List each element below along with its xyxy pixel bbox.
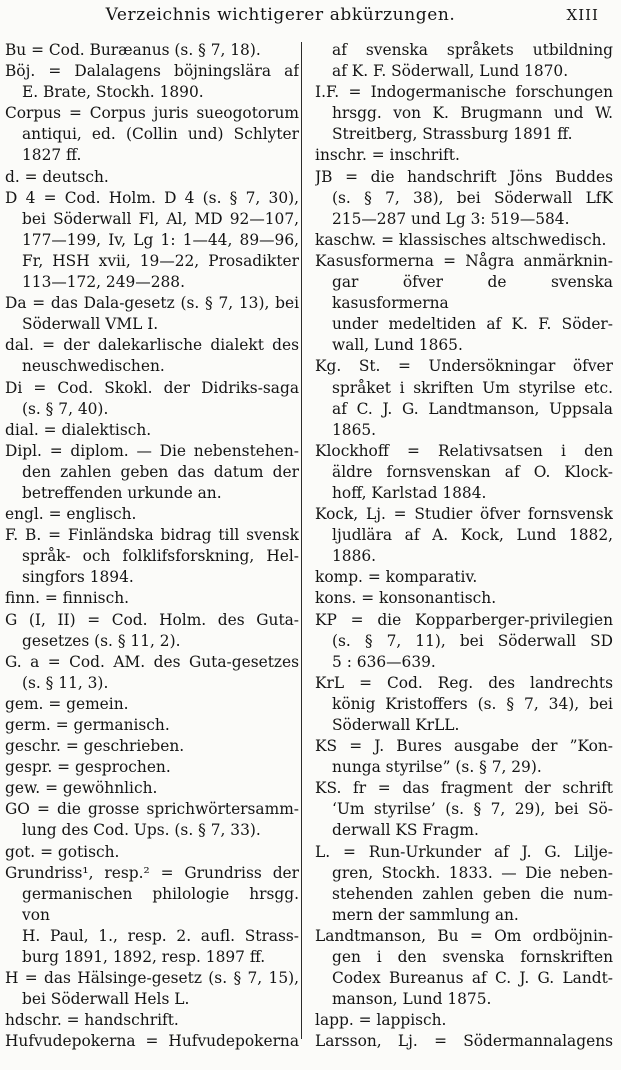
entry-line: hdschr. = handschrift. <box>5 1011 179 1030</box>
entry-line: gespr. = gesprochen. <box>5 758 171 777</box>
entry-line: germanischen philologie hrsgg. von <box>22 884 300 924</box>
abbreviation-entry <box>5 40 299 61</box>
entry-line: KS. fr = das fragment der schrift <box>315 779 613 798</box>
entry-line: gem. = gemein. <box>5 694 129 713</box>
entry-line: språk- och folklifsforskning, Hel- <box>22 547 300 566</box>
entry-line: betreffenden urkunde an. <box>22 483 222 502</box>
entry-line: wall, Lund 1865. <box>332 336 463 355</box>
abbreviation-entry <box>315 673 613 736</box>
entry-line: neuschwedischen. <box>22 357 165 376</box>
entry-line: got. = gotisch. <box>5 842 120 861</box>
abbreviation-entry <box>5 757 299 778</box>
entry-line: bei Söderwall Hels L. <box>22 990 190 1009</box>
entry-line: geschr. = geschrieben. <box>5 737 185 756</box>
entry-line: Hufvudepokerna = Hufvudepokerna <box>5 1032 300 1051</box>
abbreviation-entry <box>315 145 613 166</box>
abbreviation-entry <box>315 736 613 778</box>
abbreviation-entry <box>5 715 299 736</box>
entry-line: gar öfver de svenska kasusformerna <box>332 273 613 313</box>
entry-line: lung des Cod. Ups. (s. § 7, 33). <box>22 821 261 840</box>
abbreviation-entry <box>5 799 299 841</box>
entry-line: singfors 1894. <box>22 568 134 587</box>
abbreviation-entry <box>5 694 299 715</box>
abbreviation-entry <box>5 778 299 799</box>
abbreviation-entry <box>5 504 299 525</box>
entry-line: dial. = dialektisch. <box>5 420 152 439</box>
entry-line: Di = Cod. Skokl. der Didriks-saga <box>5 378 300 397</box>
entry-line: mern der sammlung an. <box>332 905 519 924</box>
entry-line: Dipl. = diplom. — Die nebenstehen- <box>5 441 300 460</box>
column-right <box>302 40 613 1053</box>
entry-line: G (I, II) = Cod. Holm. des Guta- <box>5 610 300 629</box>
entry-line: F. B. = Finländska bidrag till svensk <box>5 526 300 545</box>
entry-line: Corpus = Corpus juris sueogotorum <box>5 104 300 123</box>
entry-line: Da = das Dala-gesetz (s. § 7, 13), bei <box>5 294 300 313</box>
entry-line: Söderwall KrLL. <box>332 716 460 734</box>
entry-line: Grundriss¹, resp.² = Grundriss der <box>5 863 300 882</box>
abbreviation-entry <box>5 441 299 504</box>
entry-line: d. = deutsch. <box>5 167 109 186</box>
abbreviation-entry <box>5 968 299 1010</box>
entry-line: L. = Run-Urkunder af J. G. Lilje- <box>315 842 613 861</box>
running-head <box>0 5 621 31</box>
entry-line: E. Brate, Stockh. 1890. <box>22 83 204 102</box>
page-title: Verzeichnis wichtigerer abkürzungen. <box>105 5 456 25</box>
entry-line: KP = die Kopparberger-privilegien <box>315 610 613 629</box>
entry-line: 1886. <box>332 547 377 566</box>
entry-line: äldre fornsvenskan af O. Klock- <box>332 462 613 481</box>
entry-line: gren, Stockh. 1833. — Die neben- <box>332 863 613 882</box>
entry-line: lapp. = lappisch. <box>315 1011 447 1030</box>
entry-line: 1865. <box>332 420 377 439</box>
abbreviation-entry <box>315 356 613 440</box>
entry-line: kons. = konsonantisch. <box>315 589 497 608</box>
page-number: XIII <box>566 6 599 24</box>
entry-line: germ. = germanisch. <box>5 716 170 734</box>
abbreviation-entry <box>5 736 299 757</box>
entry-line: inschr. = inschrift. <box>315 146 460 165</box>
abbreviation-entry <box>5 610 299 652</box>
entry-line: Landtmanson, Bu = Om ordböjnin- <box>315 926 613 945</box>
entry-line: 215—287 und Lg 3: 519—584. <box>332 209 570 228</box>
entry-line: af C. J. G. Landtmanson, Uppsala <box>332 399 613 418</box>
entry-line: Streitberg, Strassburg 1891 ff. <box>332 125 573 144</box>
entry-line: (s. § 7, 11), bei Söderwall SD <box>332 631 613 650</box>
abbreviation-entry <box>5 420 299 441</box>
entry-line: KrL = Cod. Reg. des landrechts <box>315 673 613 692</box>
abbreviation-entry <box>5 588 299 609</box>
entry-line: komp. = komparativ. <box>315 568 478 587</box>
abbreviation-entry <box>5 863 299 968</box>
abbreviation-entry <box>5 525 299 588</box>
entry-line: Bu = Cod. Buræanus (s. § 7, 18). <box>5 41 261 59</box>
entry-line: bei Söderwall Fl, Al, MD 92—107, <box>22 209 300 228</box>
abbreviation-entry <box>5 103 299 166</box>
entry-line: Codex Bureanus af C. J. G. Landt- <box>332 969 613 988</box>
abbreviation-entry <box>5 293 299 335</box>
entry-line: hoff, Karlstad 1884. <box>332 483 487 502</box>
abbreviation-entry <box>315 926 613 1010</box>
entry-line: H = das Hälsinge-gesetz (s. § 7, 15), <box>5 969 300 988</box>
entry-line: hrsgg. von K. Brugmann und W. <box>332 104 613 123</box>
abbreviation-entry <box>5 61 299 103</box>
entry-line: stehenden zahlen geben die num- <box>332 884 613 903</box>
entry-line: finn. = finnisch. <box>5 589 129 608</box>
text-columns <box>5 40 613 1053</box>
abbreviation-entry <box>315 1031 613 1052</box>
entry-line: (s. § 7, 40). <box>22 399 109 418</box>
entry-line: gesetzes (s. § 11, 2). <box>22 631 181 650</box>
abbreviation-entry <box>315 778 613 841</box>
abbreviation-entry <box>5 842 299 863</box>
abbreviation-entry <box>315 167 613 230</box>
column-left <box>5 40 299 1053</box>
abbreviation-entry <box>315 82 613 145</box>
abbreviation-entry <box>5 1010 299 1031</box>
abbreviation-entry <box>5 167 299 188</box>
entry-line: könig Kristoffers (s. § 7, 34), bei <box>332 694 613 713</box>
entry-line: burg 1891, 1892, resp. 1897 ff. <box>22 948 266 967</box>
entry-line: språket i skriften Um styrilse etc. <box>332 378 613 397</box>
abbreviation-entry <box>315 230 613 251</box>
abbreviation-entry <box>315 588 613 609</box>
entry-line: antiqui, ed. (Collin und) Schlyter <box>22 125 300 144</box>
abbreviation-entry <box>315 40 613 82</box>
entry-line: KS = J. Bures ausgabe der ”Kon- <box>315 737 613 756</box>
abbreviation-entry <box>5 335 299 377</box>
entry-line: under medeltiden af K. F. Söder- <box>332 315 613 334</box>
entry-line: dal. = der dalekarlische dialekt des <box>5 336 300 355</box>
entry-line: G. a = Cod. AM. des Guta-gesetzes <box>5 652 300 671</box>
entry-line: 1827 ff. <box>22 146 82 165</box>
abbreviation-entry <box>315 504 613 567</box>
entry-line: ‘Um styrilse’ (s. § 7, 29), bei Sö- <box>332 800 613 819</box>
entry-line: den zahlen geben das datum der <box>22 462 300 481</box>
abbreviation-entry <box>315 251 613 356</box>
abbreviation-entry <box>315 567 613 588</box>
abbreviation-entry <box>315 842 613 926</box>
abbreviation-entry <box>315 441 613 504</box>
entry-line: gen i den svenska fornskriften <box>332 948 613 967</box>
entry-line: manson, Lund 1875. <box>332 990 492 1009</box>
entry-line: af svenska språkets utbildning <box>332 41 613 59</box>
entry-line: derwall KS Fragm. <box>332 821 479 840</box>
entry-line: 113—172, 249—288. <box>22 273 185 292</box>
entry-line: JB = die handschrift Jöns Buddes <box>315 167 613 186</box>
entry-line: Larsson, Lj. = Södermannalagens <box>315 1032 613 1051</box>
entry-line: Söderwall VML I. <box>22 315 159 334</box>
entry-line: gew. = gewöhnlich. <box>5 779 158 798</box>
entry-line: H. Paul, 1., resp. 2. aufl. Strass- <box>22 926 300 945</box>
entry-line: Kasusformerna = Några anmärknin- <box>315 251 613 270</box>
entry-line: nunga styrilse” (s. § 7, 29). <box>332 758 542 777</box>
entry-line: 177—199, Iv, Lg 1: 1—44, 89—96, <box>22 230 300 249</box>
abbreviation-entry <box>315 610 613 673</box>
entry-line: Kg. St. = Undersökningar öfver <box>315 357 613 376</box>
abbreviation-entry <box>5 378 299 420</box>
entry-line: Böj. = Dalalagens böjningslära af <box>5 62 300 81</box>
entry-line: engl. = englisch. <box>5 505 137 524</box>
entry-line: I.F. = Indogermanische forschungen <box>315 83 613 102</box>
entry-line: (s. § 7, 38), bei Söderwall LfK <box>332 188 613 207</box>
entry-line: GO = die grosse sprichwörtersamm- <box>5 800 300 819</box>
entry-line: Kock, Lj. = Studier öfver fornsvensk <box>315 505 613 524</box>
abbreviation-entry <box>315 1010 613 1031</box>
entry-line: D 4 = Cod. Holm. D 4 (s. § 7, 30), <box>5 188 300 207</box>
entry-line: 5 : 636—639. <box>332 652 436 671</box>
entry-line: af K. F. Söderwall, Lund 1870. <box>332 62 569 81</box>
entry-line: Fr, HSH xvii, 19—22, Prosadikter <box>22 251 300 270</box>
abbreviation-entry <box>5 652 299 694</box>
entry-line: Klockhoff = Relativsatsen i den <box>315 441 613 460</box>
entry-line: ljudlära af A. Kock, Lund 1882, <box>332 526 613 545</box>
entry-line: kaschw. = klassisches altschwedisch. <box>315 230 607 249</box>
entry-line: (s. § 11, 3). <box>22 673 109 692</box>
abbreviation-entry <box>5 1031 299 1052</box>
abbreviation-entry <box>5 188 299 293</box>
